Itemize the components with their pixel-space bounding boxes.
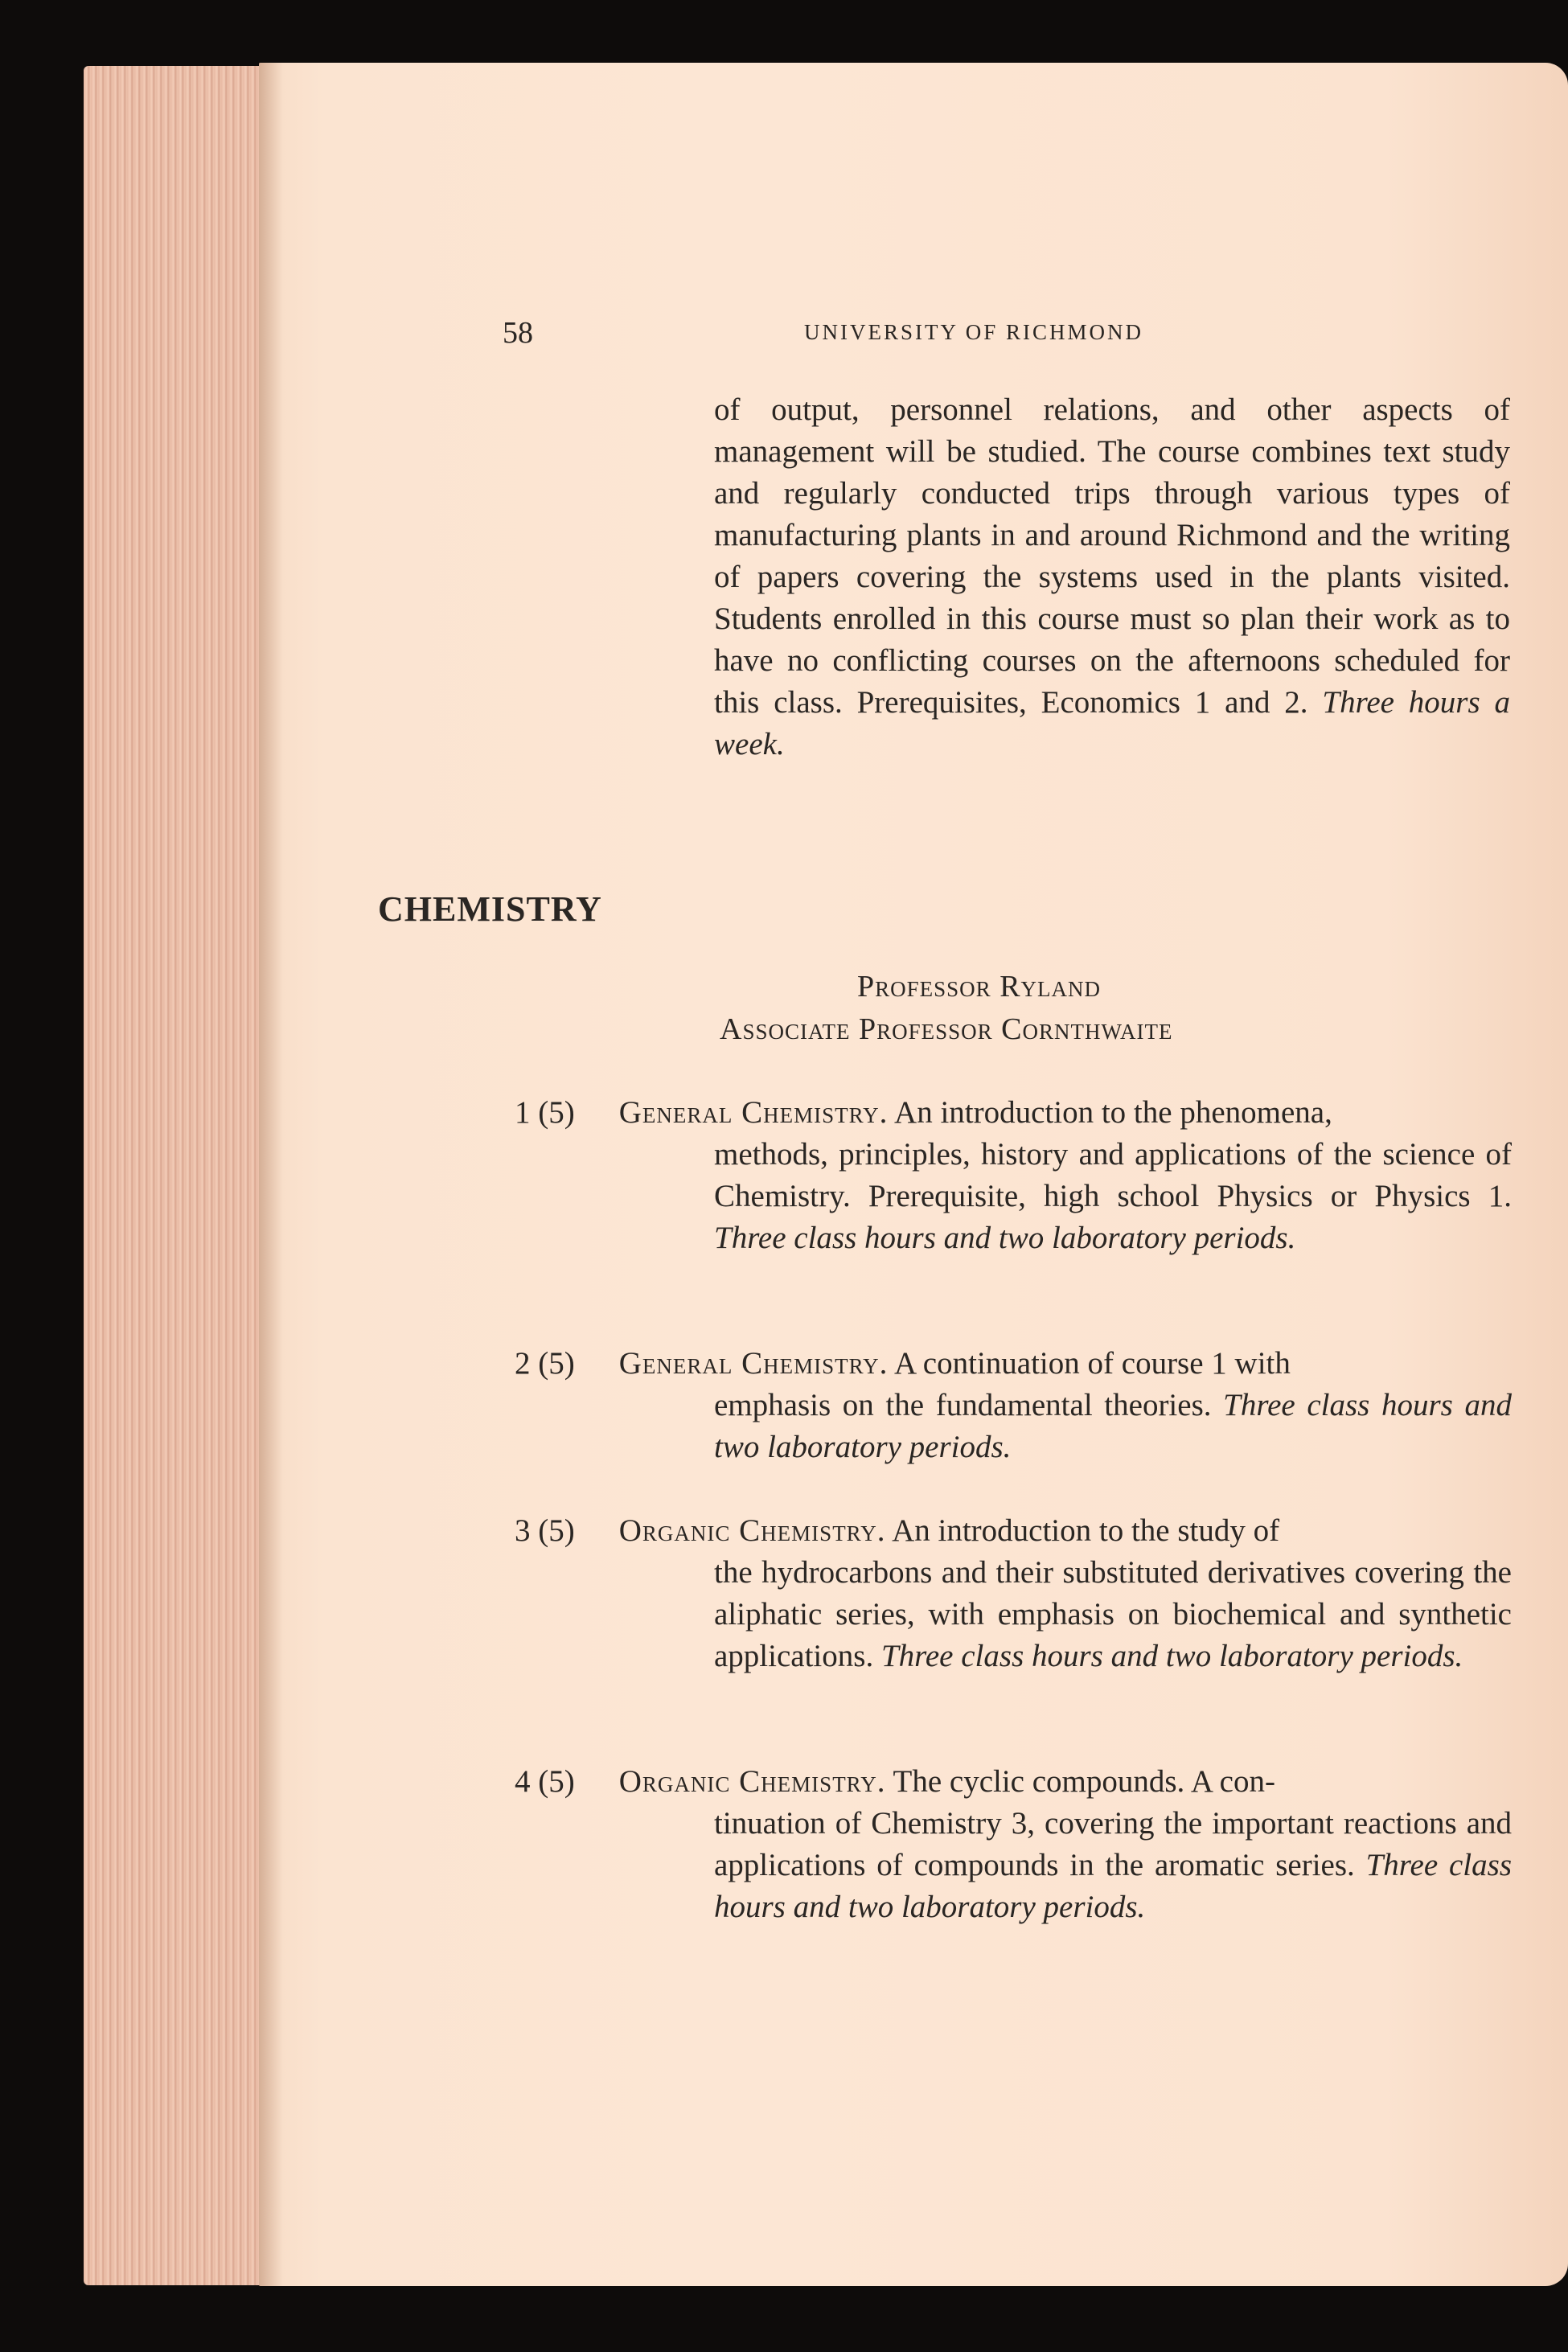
course-description: emphasis on the fundamental theories. [714, 1388, 1212, 1422]
course-number: 4 (5) [515, 1764, 575, 1799]
page-edges [84, 66, 269, 2285]
course-entry [515, 1092, 1512, 1259]
course-title: Organic Chemistry. [618, 1764, 886, 1799]
course-description: methods, principles, history and applications of the science of Chemistry. Prerequisite, high school Physics or Physics 1. [714, 1137, 1512, 1213]
course-entry [515, 1343, 1512, 1468]
course-entry [515, 1510, 1512, 1677]
course-description-start: A continuation of course 1 with [894, 1346, 1291, 1381]
section-title: CHEMISTRY [378, 889, 602, 929]
page-header [503, 315, 1508, 355]
course-hours: Three class hours and two laboratory periods. [880, 1639, 1463, 1673]
course-number: 3 (5) [515, 1513, 575, 1548]
faculty-associate-professor: Associate Professor Cornthwaite [720, 1012, 1173, 1046]
course-title: General Chemistry. [618, 1095, 889, 1130]
course-hours: Three class hours and two laboratory periods. [714, 1221, 1296, 1255]
running-head: UNIVERSITY OF RICHMOND [804, 320, 1144, 344]
course-description-start: An introduction to the phenomena, [894, 1095, 1332, 1130]
course-description-start: An introduction to the study of [892, 1513, 1280, 1548]
course-hours: Three class hours and two laboratory periods. [714, 1848, 1512, 1924]
course-title: General Chemistry. [618, 1346, 889, 1381]
course-number: 1 (5) [515, 1095, 575, 1130]
course-description: tinuation of Chemistry 3, covering the important reactions and applications of compounds in the aromatic series. [714, 1806, 1512, 1882]
continuation-paragraph [714, 389, 1510, 766]
course-description-start: The cyclic compounds. A con- [893, 1764, 1275, 1799]
gutter-shadow [259, 63, 283, 2286]
page-number: 58 [503, 316, 533, 350]
course-number: 2 (5) [515, 1346, 575, 1381]
continuation-hours: Three hours a week. [714, 685, 1511, 761]
course-description: the hydrocarbons and their substituted derivatives covering the aliphatic series, with emphasis on biochemical and synthetic applications. [714, 1555, 1512, 1673]
course-entry [515, 1761, 1512, 1928]
continuation-text: of output, personnel relations, and other aspects of management will be studied. The course combines text study and regularly conducted trips through various types of manufacturing plants in and around Richmond and the writing of papers covering the systems used in the plants visited. Students enrolled in this course must so plan their work as to have no conflicting courses on the afternoons scheduled for this class. Prerequisites, Economics 1 and 2. [714, 392, 1510, 720]
course-title: Organic Chemistry. [618, 1513, 886, 1548]
faculty-professor: Professor Ryland [857, 970, 1102, 1004]
course-hours: Three class hours and two laboratory periods. [714, 1388, 1513, 1464]
